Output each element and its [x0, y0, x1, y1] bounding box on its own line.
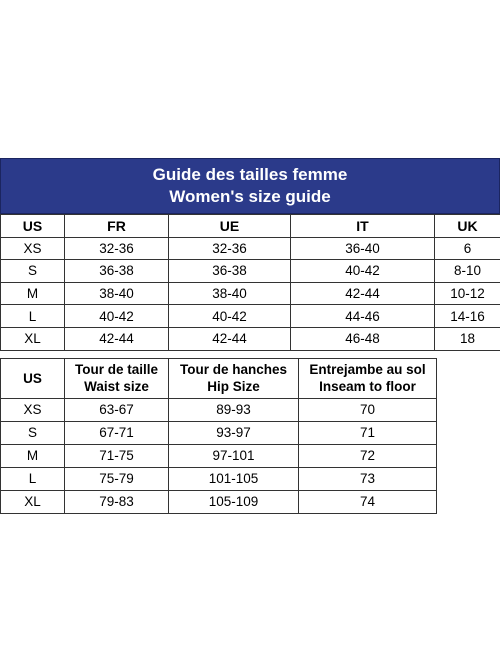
uk-cell: 18 — [435, 327, 500, 350]
waist-cell: 75-79 — [65, 467, 169, 490]
column-header-uk: UK — [435, 215, 500, 238]
column-header-hip: Tour de hanches Hip Size — [169, 358, 299, 398]
banner-title-fr: Guide des tailles femme — [152, 165, 348, 184]
fr-cell: 36-38 — [65, 260, 169, 283]
ue-cell: 32-36 — [169, 237, 291, 260]
size-cell: S — [1, 421, 65, 444]
ue-cell: 42-44 — [169, 327, 291, 350]
fr-cell: 40-42 — [65, 305, 169, 328]
size-cell: S — [1, 260, 65, 283]
column-header-inseam: Entrejambe au sol Inseam to floor — [299, 358, 437, 398]
it-cell: 44-46 — [291, 305, 435, 328]
uk-cell: 10-12 — [435, 282, 500, 305]
size-cell: L — [1, 467, 65, 490]
waist-cell: 79-83 — [65, 490, 169, 513]
uk-cell: 8-10 — [435, 260, 500, 283]
waist-cell: 71-75 — [65, 444, 169, 467]
body-measurements-table — [0, 358, 437, 514]
size-cell: M — [1, 282, 65, 305]
size-cell: XS — [1, 237, 65, 260]
column-header-us: US — [1, 215, 65, 238]
table-row — [1, 444, 437, 467]
waist-cell: 67-71 — [65, 421, 169, 444]
table-row — [1, 421, 437, 444]
size-cell: L — [1, 305, 65, 328]
hip-cell: 101-105 — [169, 467, 299, 490]
fr-cell: 38-40 — [65, 282, 169, 305]
table-row — [1, 282, 500, 305]
size-cell: M — [1, 444, 65, 467]
hip-cell: 93-97 — [169, 421, 299, 444]
table-row — [1, 398, 437, 421]
size-guide — [0, 158, 500, 514]
fr-cell: 32-36 — [65, 237, 169, 260]
inseam-cell: 72 — [299, 444, 437, 467]
ue-cell: 40-42 — [169, 305, 291, 328]
inseam-cell: 74 — [299, 490, 437, 513]
column-header-us: US — [1, 358, 65, 398]
hip-cell: 89-93 — [169, 398, 299, 421]
table-row — [1, 467, 437, 490]
inseam-cell: 73 — [299, 467, 437, 490]
inseam-cell: 70 — [299, 398, 437, 421]
size-cell: XL — [1, 327, 65, 350]
table-row — [1, 260, 500, 283]
ue-cell: 36-38 — [169, 260, 291, 283]
uk-cell: 6 — [435, 237, 500, 260]
banner-title-en: Women's size guide — [169, 187, 331, 206]
size-cell: XL — [1, 490, 65, 513]
waist-cell: 63-67 — [65, 398, 169, 421]
it-cell: 42-44 — [291, 282, 435, 305]
hip-cell: 97-101 — [169, 444, 299, 467]
ue-cell: 38-40 — [169, 282, 291, 305]
table-row — [1, 490, 437, 513]
column-header-it: IT — [291, 215, 435, 238]
column-header-fr: FR — [65, 215, 169, 238]
it-cell: 40-42 — [291, 260, 435, 283]
table-header-row — [1, 215, 500, 238]
it-cell: 46-48 — [291, 327, 435, 350]
table-row — [1, 327, 500, 350]
inseam-cell: 71 — [299, 421, 437, 444]
column-header-ue: UE — [169, 215, 291, 238]
hip-cell: 105-109 — [169, 490, 299, 513]
table-header-row — [1, 358, 437, 398]
international-size-table — [0, 214, 500, 351]
it-cell: 36-40 — [291, 237, 435, 260]
table-row — [1, 237, 500, 260]
column-header-waist: Tour de taille Waist size — [65, 358, 169, 398]
table-row — [1, 305, 500, 328]
fr-cell: 42-44 — [65, 327, 169, 350]
size-cell: XS — [1, 398, 65, 421]
size-guide-banner — [0, 158, 500, 214]
uk-cell: 14-16 — [435, 305, 500, 328]
